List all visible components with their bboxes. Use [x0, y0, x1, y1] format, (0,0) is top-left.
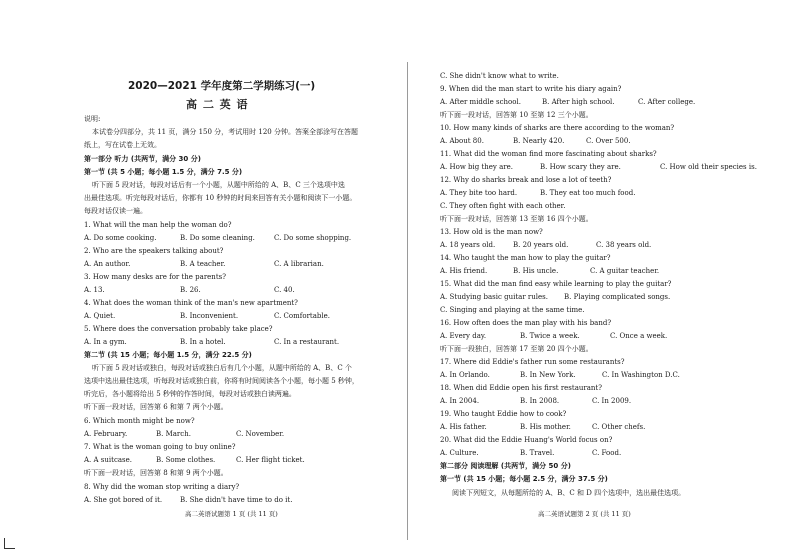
option-a[interactable]: A. She got bored of it. — [84, 496, 163, 504]
question-13: 13. How old is the man now? — [440, 228, 543, 236]
option-a[interactable]: A. His friend. — [440, 267, 488, 275]
option-a[interactable]: A. How big they are. — [440, 163, 513, 171]
option-c[interactable]: C. They often fight with each other. — [440, 202, 566, 210]
option-c[interactable]: C. Other chefs. — [592, 423, 646, 431]
question-11: 11. What did the woman find more fascinating about sharks? — [440, 150, 657, 158]
question-9: 9. When did the man start to write his diary again? — [440, 85, 622, 93]
directions-line: 选项中选出最佳选项，听每段对话或独白前，你将有时间阅读各个小题，每小题 5 秒钟， — [84, 377, 359, 385]
option-c[interactable]: C. In a restaurant. — [274, 338, 340, 346]
intro-line: 本试卷分四部分，共 11 页，满分 150 分，考试用时 120 分钟。答案全部涂写在答题 — [92, 128, 358, 136]
option-a[interactable]: A. After middle school. — [440, 98, 521, 106]
question-3: 3. How many desks are for the parents? — [84, 273, 226, 281]
question-1: 1. What will the man help the woman do? — [84, 221, 232, 229]
option-c[interactable]: C. In 2009. — [592, 397, 632, 405]
option-a[interactable]: A. Culture. — [440, 449, 479, 457]
question-15: 15. What did the man find easy while learning to play the guitar? — [440, 280, 672, 288]
part2-section1-header: 第一节 (共 15 小题；每小题 2.5 分，满分 37.5 分) — [440, 475, 608, 483]
question-16: 16. How often does the man play with his band? — [440, 319, 612, 327]
listen-instruction: 听下面一段独白，回答第 17 至第 20 四个小题。 — [440, 345, 593, 353]
option-c[interactable]: C. Singing and playing at the same time. — [440, 306, 585, 314]
option-a[interactable]: A. A suitcase. — [84, 456, 132, 464]
option-b[interactable]: B. His uncle. — [513, 267, 559, 275]
option-a[interactable]: A. Studying basic guitar rules. — [440, 293, 548, 301]
exam-title: 2020—2021 学年度第二学期练习(一) — [128, 80, 316, 92]
option-c[interactable]: C. Over 500. — [586, 137, 631, 145]
question-20: 20. What did the Eddie Huang's World focus on? — [440, 436, 613, 444]
option-c[interactable]: C. November. — [236, 430, 285, 438]
option-b[interactable]: B. Inconvenient. — [180, 312, 239, 320]
page-footer: 高二英语试题第 1 页 (共 11 页) — [185, 510, 278, 518]
option-b[interactable]: B. March. — [156, 430, 191, 438]
option-b[interactable]: B. In New York. — [520, 371, 576, 379]
option-b[interactable]: B. Twice a week. — [520, 332, 580, 340]
directions-line: 听完后，各小题将给出 5 秒钟的作答时间，每段对话或独白读两遍。 — [84, 390, 296, 398]
option-a[interactable]: A. Every day. — [440, 332, 487, 340]
option-b[interactable]: B. His mother. — [520, 423, 571, 431]
question-4: 4. What does the woman think of the man's new apartment? — [84, 299, 298, 307]
option-a[interactable]: A. February. — [84, 430, 128, 438]
option-b[interactable]: B. Playing complicated songs. — [564, 293, 671, 301]
option-b[interactable]: B. Travel. — [520, 449, 555, 457]
listen-instruction: 听下面一段对话，回答第 10 至第 12 三个小题。 — [440, 111, 593, 119]
question-18: 18. When did Eddie open his first restaurant? — [440, 384, 602, 392]
option-c[interactable]: C. In Washington D.C. — [602, 371, 680, 379]
crop-mark — [4, 538, 15, 549]
option-c[interactable]: C. A guitar teacher. — [590, 267, 660, 275]
option-c[interactable]: C. She didn't know what to write. — [440, 72, 559, 80]
option-a[interactable]: A. Do some cooking. — [84, 234, 157, 242]
option-a[interactable]: A. In 2004. — [440, 397, 480, 405]
option-c[interactable]: C. Food. — [592, 449, 622, 457]
question-6: 6. Which month might be now? — [84, 417, 195, 425]
option-b[interactable]: B. Nearly 420. — [513, 137, 565, 145]
question-19: 19. Who taught Eddie how to cook? — [440, 410, 567, 418]
reading-directions: 阅读下列短文，从每题所给的 A、B、C 和 D 四个选项中，选出最佳选项。 — [452, 489, 686, 497]
option-b[interactable]: B. In a hotel. — [180, 338, 226, 346]
question-12: 12. Why do sharks break and lose a lot of teeth? — [440, 176, 612, 184]
option-b[interactable]: B. Do some cleaning. — [180, 234, 255, 242]
section2-header: 第二节 (共 15 小题；每小题 1.5 分，满分 22.5 分) — [84, 351, 252, 359]
option-b[interactable]: B. In 2008. — [520, 397, 560, 405]
option-c[interactable]: C. Her flight ticket. — [236, 456, 305, 464]
option-c[interactable]: C. Do some shopping. — [274, 234, 352, 242]
question-5: 5. Where does the conversation probably take place? — [84, 325, 273, 333]
option-c[interactable]: C. 38 years old. — [596, 241, 652, 249]
option-a[interactable]: A. About 80. — [440, 137, 484, 145]
option-a[interactable]: A. 13. — [84, 286, 105, 294]
option-a[interactable]: A. An author. — [84, 260, 131, 268]
directions-line: 出最佳选项。听完每段对话后，你都有 10 秒钟的时间来回答有关小题和阅读下一小题。 — [84, 194, 357, 202]
directions-line: 听下面 5 段对话或独白，每段对话或独白后有几个小题，从题中所给的 A、B、C 个 — [92, 364, 352, 372]
option-c[interactable]: C. Once a week. — [610, 332, 668, 340]
listen-instruction: 听下面一段对话，回答第 6 和第 7 两个小题。 — [84, 403, 228, 411]
listen-instruction: 听下面一段对话，回答第 8 和第 9 两个小题。 — [84, 469, 228, 477]
question-10: 10. How many kinds of sharks are there according to the woman? — [440, 124, 675, 132]
question-2: 2. Who are the speakers talking about? — [84, 247, 224, 255]
option-b[interactable]: B. 26. — [180, 286, 201, 294]
option-b[interactable]: B. A teacher. — [180, 260, 226, 268]
question-7: 7. What is the woman going to buy online? — [84, 443, 236, 451]
option-a[interactable]: A. In Orlando. — [440, 371, 490, 379]
part1-header: 第一部分 听力 (共两节，满分 30 分) — [84, 155, 201, 163]
question-14: 14. Who taught the man how to play the guitar? — [440, 254, 611, 262]
listen-instruction: 听下面一段对话，回答第 13 至第 16 四个小题。 — [440, 215, 593, 223]
directions-line: 每段对话仅读一遍。 — [84, 207, 147, 215]
option-c[interactable]: C. Comfortable. — [274, 312, 330, 320]
column-divider — [407, 62, 408, 540]
option-a[interactable]: A. His father. — [440, 423, 487, 431]
option-b[interactable]: B. She didn't have time to do it. — [180, 496, 293, 504]
directions-line: 听下面 5 段对话，每段对话后有一个小题，从题中所给的 A、B、C 三个选项中选 — [92, 181, 345, 189]
option-c[interactable]: C. 40. — [274, 286, 295, 294]
question-8: 8. Why did the woman stop writing a diary? — [84, 483, 240, 491]
part2-header: 第二部分 阅读理解 (共两节，满分 50 分) — [440, 462, 571, 470]
option-a[interactable]: A. They bite too hard. — [440, 189, 518, 197]
option-c[interactable]: C. A librarian. — [274, 260, 324, 268]
intro-line: 纸上，写在试卷上无效。 — [84, 141, 161, 149]
option-a[interactable]: A. In a gym. — [84, 338, 127, 346]
question-17: 17. Where did Eddie's father run some restaurants? — [440, 358, 625, 366]
exam-subtitle: 高 二 英 语 — [186, 98, 249, 111]
option-b[interactable]: B. After high school. — [542, 98, 615, 106]
option-a[interactable]: A. 18 years old. — [440, 241, 496, 249]
option-a[interactable]: A. Quiet. — [84, 312, 116, 320]
page-footer: 高二英语试题第 2 页 (共 11 页) — [538, 510, 631, 518]
option-b[interactable]: B. Some clothes. — [156, 456, 216, 464]
option-b[interactable]: B. How scary they are. — [540, 163, 621, 171]
option-c[interactable]: C. After college. — [638, 98, 696, 106]
option-c[interactable]: C. How old their species is. — [660, 163, 757, 171]
option-b[interactable]: B. 20 years old. — [513, 241, 569, 249]
option-b[interactable]: B. They eat too much food. — [540, 189, 636, 197]
section1-header: 第一节 (共 5 小题；每小题 1.5 分，满分 7.5 分) — [84, 168, 243, 176]
intro-label: 说明: — [84, 115, 101, 123]
